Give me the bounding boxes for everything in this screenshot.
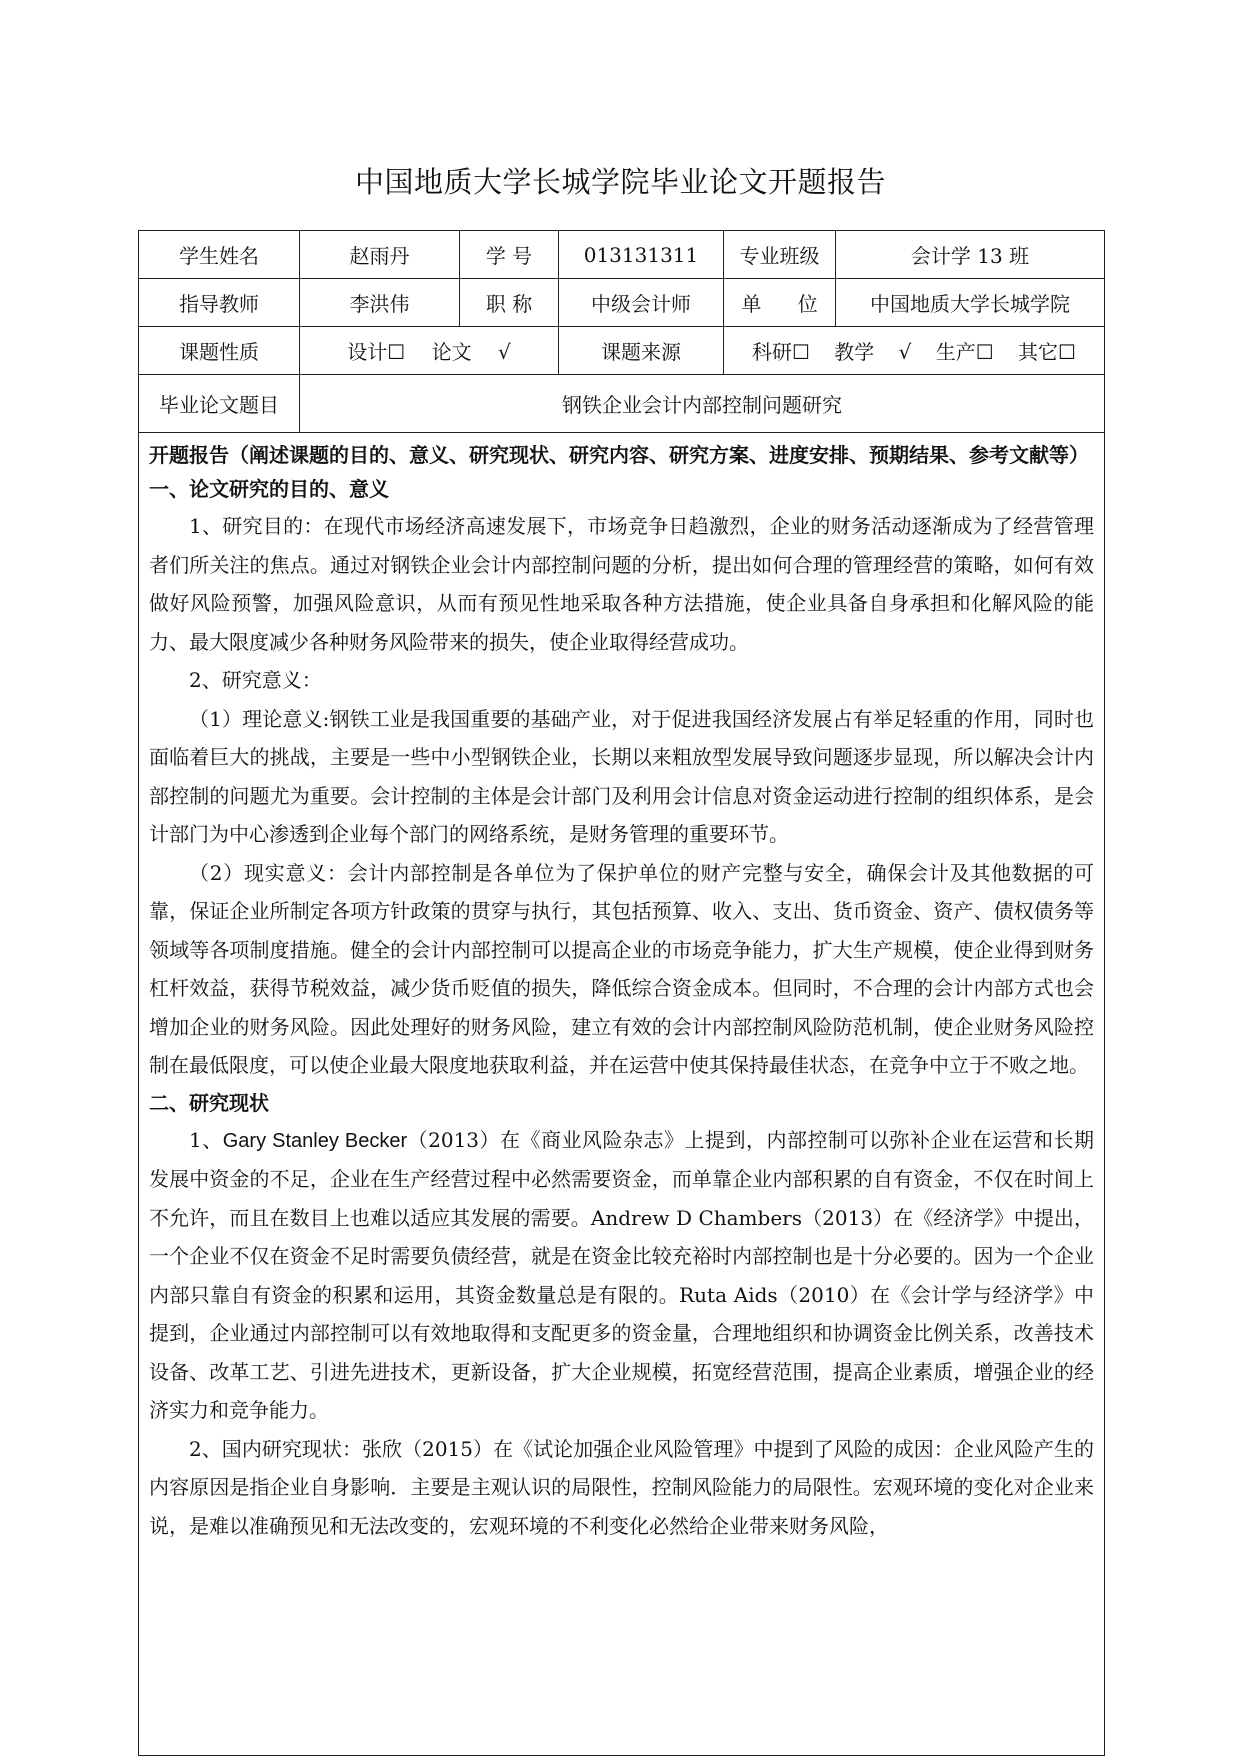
table-row-body [139, 433, 1105, 1756]
table-row-topic [139, 375, 1105, 433]
advisor-title-value: 中级会计师 [559, 279, 724, 327]
section-heading-status: 二、研究现状 [149, 1090, 269, 1115]
author-name: Gary Stanley Becker [222, 1129, 408, 1152]
student-id-value: 013131311 [559, 231, 724, 279]
paragraph-practice: （2）现实意义：会计内部控制是各单位为了保护单位的财产完整与安全，确保会计及其他数据的可靠，保证企业所制定各项方针政策的贯穿与执行，其包括预算、收入、支出、货币资金、资产、债权债务等领域等各项制度措施。健全的会计内部控制可以提高企业的市场竞争能力，扩大生产规模，使企业得到财务杠杆效益，获得节税效益，减少货币贬值的损失，降低综合资金成本。但同时，不合理的会计内部方式也会增加企业的财务风险。因此处理好的财务风险，建立有效的会计内部控制风险防范机制，使企业财务风险控制在最低限度，可以使企业最大限度地获取利益，并在运营中使其保持最佳状态，在竞争中立于不败之地。 [149, 860, 1094, 1077]
class-value: 会计学 13 班 [836, 231, 1105, 279]
advisor-title-label: 职 称 [460, 279, 559, 327]
source-options: 科研☐ 教学 √ 生产☐ 其它☐ [724, 327, 1105, 375]
unit-value: 中国地质大学长城学院 [836, 279, 1105, 327]
paragraph-foreign-status [149, 1121, 1094, 1430]
source-label: 课题来源 [559, 327, 724, 375]
student-name-label: 学生姓名 [139, 231, 300, 279]
nature-options: 设计☐ 论文 √ [300, 327, 559, 375]
report-body [139, 433, 1105, 1756]
info-table [138, 230, 1105, 1756]
topic-label: 毕业论文题目 [139, 375, 300, 433]
student-name-value: 赵雨丹 [300, 231, 460, 279]
advisor-label: 指导教师 [139, 279, 300, 327]
paragraph-foreign-prefix: 1、 [189, 1127, 223, 1152]
table-row-nature [139, 327, 1105, 375]
paragraph-theory: （1）理论意义:钢铁工业是我国重要的基础产业，对于促进我国经济发展占有举足轻重的作用，同时也面临着巨大的挑战，主要是一些中小型钢铁企业，长期以来粗放型发展导致问题逐步显现，所以解决会计内部控制的问题尤为重要。会计控制的主体是会计部门及利用会计信息对资金运动进行控制的组织体系，是会计部门为中心渗透到企业每个部门的网络系统，是财务管理的重要环节。 [149, 706, 1094, 846]
document-title: 中国地质大学长城学院毕业论文开题报告 [354, 165, 886, 199]
paragraph-purpose: 1、研究目的：在现代市场经济高速发展下，市场竞争日趋激烈，企业的财务活动逐渐成为了经营管理者们所关注的焦点。通过对钢铁企业会计内部控制问题的分析，提出如何合理的管理经营的策略，如何有效做好风险预警，加强风险意识，从而有预见性地采取各种方法措施，使企业具备自身承担和化解风险的能力、最大限度减少各种财务风险带来的损失，使企业取得经营成功。 [149, 514, 1094, 654]
paragraph-significance-heading: 2、研究意义： [189, 668, 322, 692]
unit-label: 单 位 [724, 279, 836, 327]
student-id-label: 学 号 [460, 231, 559, 279]
section-heading-purpose: 一、论文研究的目的、意义 [149, 477, 389, 501]
nature-label: 课题性质 [139, 327, 300, 375]
advisor-value: 李洪伟 [300, 279, 460, 327]
paragraph-domestic-status: 2、国内研究现状：张欣（2015）在《试论加强企业风险管理》中提到了风险的成因：企业风险产生的内容原因是指企业自身影响．主要是主观认识的局限性，控制风险能力的局限性。宏观环境的变化对企业来说，是难以准确预见和无法改变的，宏观环境的不利变化必然给企业带来财务风险， [149, 1436, 1094, 1538]
table-row-student [139, 231, 1105, 279]
paragraph-foreign-text: （2013）在《商业风险杂志》上提到，内部控制可以弥补企业在运营和长期发展中资金的不足，企业在生产经营过程中必然需要资金，而单靠企业内部积累的自有资金，不仅在时间上不允许，而且在数目上也难以适应其发展的需要。Andrew D Chambers（2013）在《经济学》中提出，一个企业不仅在资金不足时需要负债经营，就是在资金比较充裕时内部控制也是十分必要的。因为一个企业内部只靠自有资金的积累和运用，其资金数量总是有限的。Ruta Aids（2010）在《会计学与经济学》中提到，企业通过内部控制可以有效地取得和支配更多的资金量，合理地组织和协调资金比例关系，改善技术设备、改革工艺、引进先进技术，更新设备，扩大企业规模，拓宽经营范围，提高企业素质，增强企业的经济实力和竞争能力。 [149, 1127, 1094, 1422]
report-lead: 开题报告（阐述课题的目的、意义、研究现状、研究内容、研究方案、进度安排、预期结果、参考文献等） [149, 443, 1089, 467]
topic-value: 钢铁企业会计内部控制问题研究 [300, 375, 1105, 433]
table-row-advisor [139, 279, 1105, 327]
class-label: 专业班级 [724, 231, 836, 279]
